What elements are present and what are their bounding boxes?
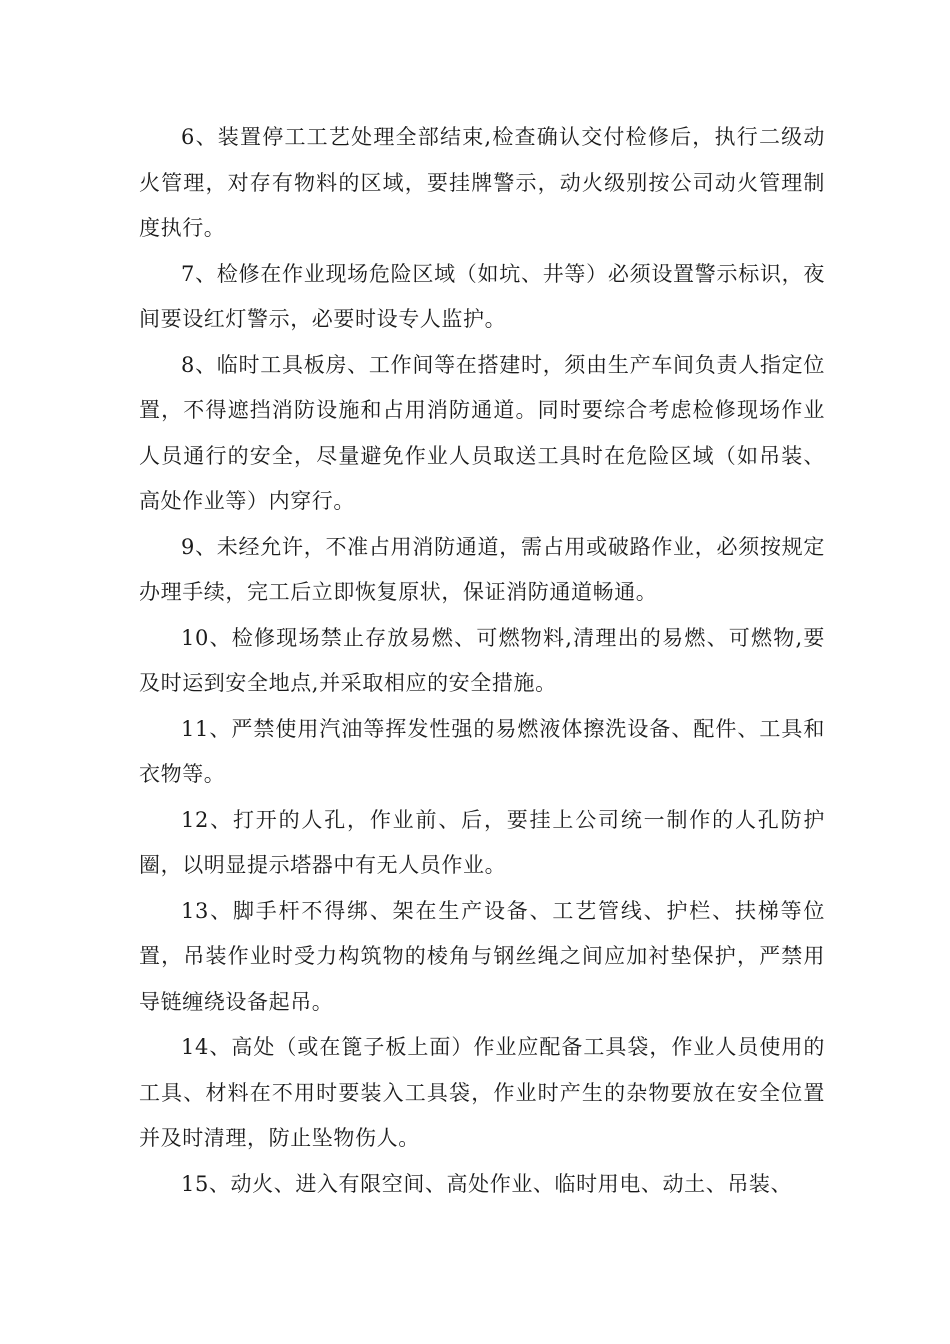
paragraph-item-14: 14、高处（或在篦子板上面）作业应配备工具袋，作业人员使用的工具、材料在不用时要装入工具袋，作业时产生的杂物要放在安全位置并及时清理，防止坠物伤人。 (139, 1035, 825, 1150)
document-body (139, 115, 825, 1207)
paragraph-item-9: 9、未经允许，不准占用消防通道，需占用或破路作业，必须按规定办理手续，完工后立即恢复原状，保证消防通道畅通。 (139, 534, 825, 604)
paragraph-item-10: 10、检修现场禁止存放易燃、可燃物料,清理出的易燃、可燃物,要及时运到安全地点,并采取相应的安全措施。 (139, 625, 825, 695)
paragraph-item-12: 12、打开的人孔，作业前、后，要挂上公司统一制作的人孔防护圈，以明显提示塔器中有无人员作业。 (139, 807, 825, 877)
paragraph-item-8: 8、临时工具板房、工作间等在搭建时，须由生产车间负责人指定位置，不得遮挡消防设施和占用消防通道。同时要综合考虑检修现场作业人员通行的安全，尽量避免作业人员取送工具时在危险区域（如吊装、高处作业等）内穿行。 (139, 352, 825, 513)
paragraph-item-7: 7、检修在作业现场危险区域（如坑、井等）必须设置警示标识，夜间要设红灯警示，必要时设专人监护。 (139, 261, 825, 331)
paragraph-item-13: 13、脚手杆不得绑、架在生产设备、工艺管线、护栏、扶梯等位置，吊装作业时受力构筑物的棱角与钢丝绳之间应加衬垫保护，严禁用导链缠绕设备起吊。 (139, 898, 825, 1014)
paragraph-item-15: 15、动火、进入有限空间、高处作业、临时用电、动土、吊装、 (181, 1171, 793, 1196)
paragraph-item-6: 6、装置停工工艺处理全部结束,检查确认交付检修后，执行二级动火管理，对存有物料的区域，要挂牌警示，动火级别按公司动火管理制度执行。 (139, 125, 825, 240)
paragraph-item-11: 11、严禁使用汽油等挥发性强的易燃液体擦洗设备、配件、工具和衣物等。 (139, 716, 825, 786)
